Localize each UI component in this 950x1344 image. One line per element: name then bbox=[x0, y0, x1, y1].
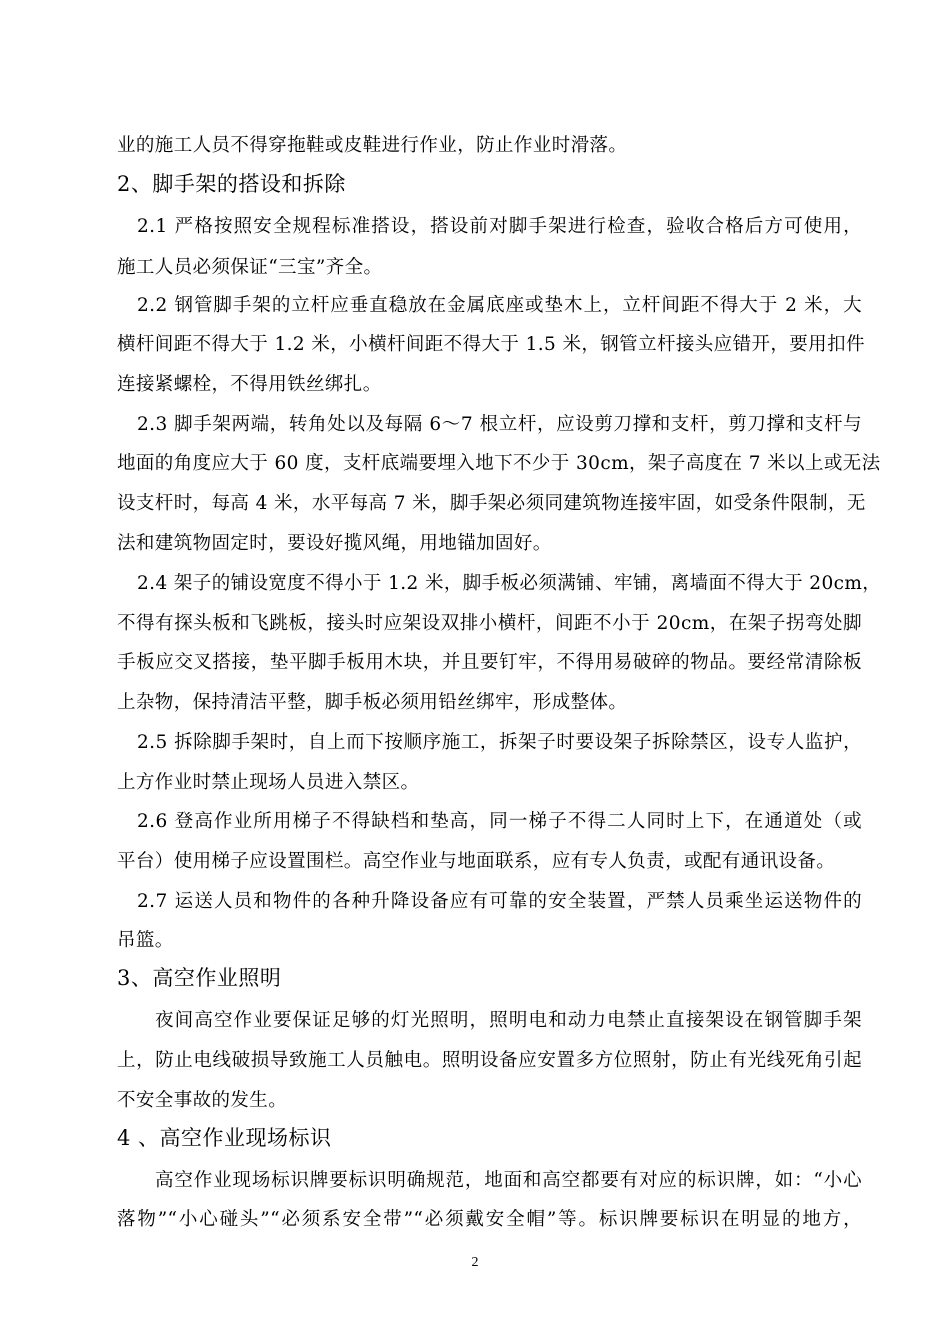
paragraph-line: 手板应交叉搭接，垫平脚手板用木块，并且要钉牢，不得用易破碎的物品。要经常清除板 bbox=[117, 652, 862, 673]
paragraph-line: 法和建筑物固定时，要设好揽风绳，用地锚加固好。 bbox=[117, 533, 552, 554]
paragraph-line: 2.2 钢管脚手架的立杆应垂直稳放在金属底座或垫木上，立杆间距不得大于 2 米，大 bbox=[137, 295, 862, 316]
paragraph-line: 连接紧螺栓，不得用铁丝绑扎。 bbox=[117, 374, 382, 395]
paragraph-line: 横杆间距不得大于 1.2 米，小横杆间距不得大于 1.5 米，钢管立杆接头应错开，要用扣件 bbox=[117, 334, 865, 355]
paragraph-line: 落物”“小心碰头”“必须系安全带”“必须戴安全帽”等。标识牌要标识在明显的地方， bbox=[117, 1209, 862, 1230]
paragraph-line: 上，防止电线破损导致施工人员触电。照明设备应安置多方位照射，防止有光线死角引起 bbox=[117, 1050, 862, 1071]
section-heading-3: 3、高空作业照明 bbox=[117, 966, 282, 990]
paragraph-line: 地面的角度应大于 60 度，支杆底端要埋入地下不少于 30cm，架子高度在 7 米以上或无法 bbox=[117, 453, 881, 474]
paragraph-line: 平台）使用梯子应设置围栏。高空作业与地面联系，应有专人负责，或配有通讯设备。 bbox=[117, 851, 836, 872]
section-heading-4: 4 、高空作业现场标识 bbox=[117, 1126, 332, 1150]
section-heading-2: 2、脚手架的搭设和拆除 bbox=[117, 172, 346, 196]
paragraph-line: 2.4 架子的铺设宽度不得小于 1.2 米，脚手板必须满铺、牢铺，离墙面不得大于 20cm， bbox=[137, 573, 882, 594]
paragraph-line: 夜间高空作业要保证足够的灯光照明，照明电和动力电禁止直接架设在钢管脚手架 bbox=[155, 1010, 862, 1031]
paragraph-line: 2.3 脚手架两端，转角处以及每隔 6～7 根立杆，应设剪刀撑和支杆，剪刀撑和支杆与 bbox=[137, 414, 862, 435]
paragraph-line: 2.5 拆除脚手架时，自上而下按顺序施工，拆架子时要设架子拆除禁区，设专人监护， bbox=[137, 732, 862, 753]
paragraph-line: 吊篮。 bbox=[117, 930, 174, 951]
paragraph-line: 上方作业时禁止现场人员进入禁区。 bbox=[117, 772, 420, 793]
paragraph-line: 设支杆时，每高 4 米，水平每高 7 米，脚手架必须同建筑物连接牢固，如受条件限制，无 bbox=[117, 493, 866, 514]
paragraph-line: 业的施工人员不得穿拖鞋或皮鞋进行作业，防止作业时滑落。 bbox=[117, 135, 628, 156]
paragraph-line: 不安全事故的发生。 bbox=[117, 1090, 288, 1111]
paragraph-line: 2.6 登高作业所用梯子不得缺档和垫高，同一梯子不得二人同时上下，在通道处（或 bbox=[137, 811, 862, 832]
paragraph-line: 2.7 运送人员和物件的各种升降设备应有可靠的安全装置，严禁人员乘坐运送物件的 bbox=[137, 891, 862, 912]
paragraph-line: 不得有探头板和飞跳板，接头时应架设双排小横杆，间距不小于 20cm，在架子拐弯处脚 bbox=[117, 613, 862, 634]
paragraph-line: 施工人员必须保证“三宝”齐全。 bbox=[117, 257, 383, 278]
paragraph-line: 上杂物，保持清洁平整，脚手板必须用铅丝绑牢，形成整体。 bbox=[117, 692, 628, 713]
page-number: 2 bbox=[471, 1255, 479, 1270]
paragraph-line: 2.1 严格按照安全规程标准搭设，搭设前对脚手架进行检查，验收合格后方可使用， bbox=[137, 216, 862, 237]
paragraph-line: 高空作业现场标识牌要标识明确规范，地面和高空都要有对应的标识牌，如：“小心 bbox=[155, 1170, 862, 1191]
